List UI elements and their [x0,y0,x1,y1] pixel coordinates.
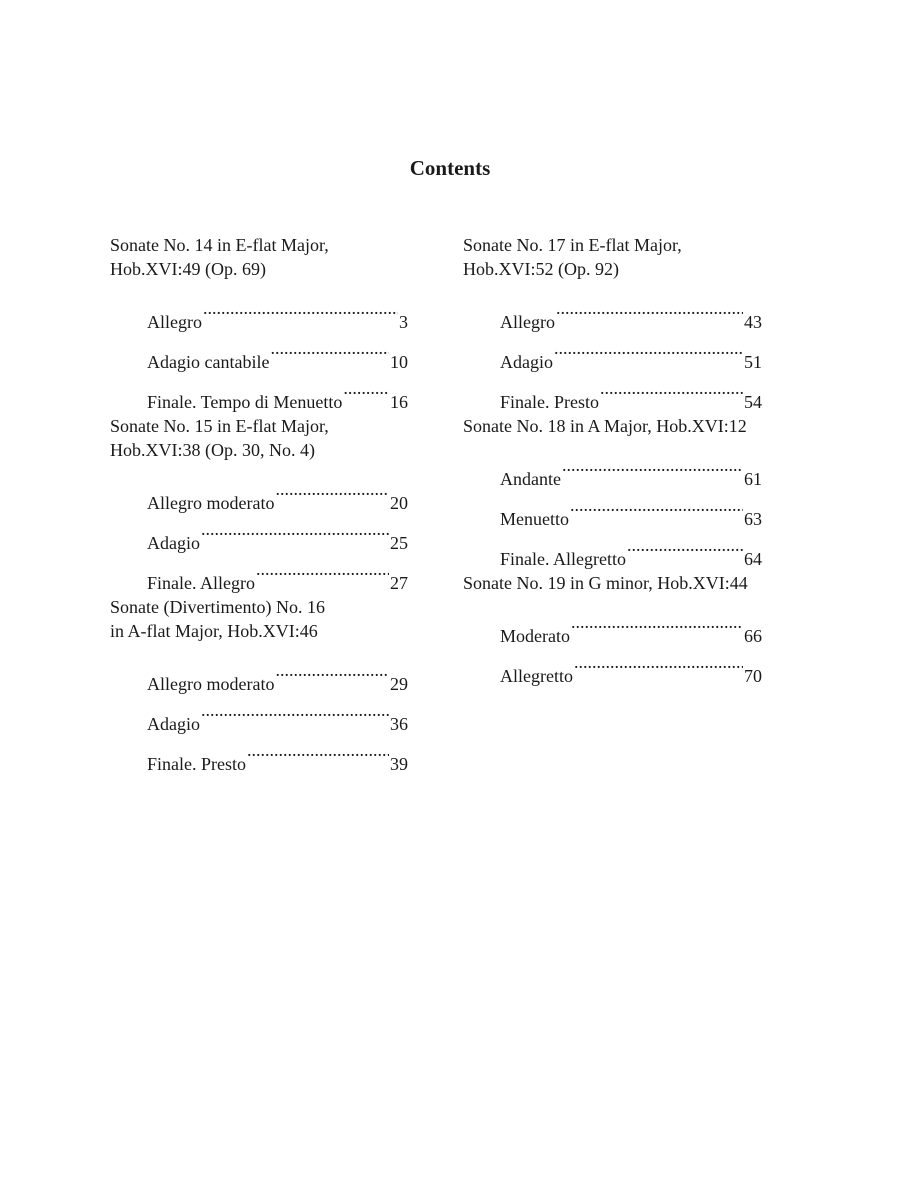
movement-name: Menuetto [500,509,569,529]
page-number: 66 [744,626,762,646]
sonata-title-line: Sonate No. 14 in E-flat Major, [110,235,329,255]
page-number: 29 [390,674,408,694]
page-number: 39 [390,754,408,774]
movement-entry[interactable] [463,445,762,489]
page-number: 10 [390,352,408,372]
movement-name: Adagio cantabile [147,352,270,372]
page-title: Contents [409,156,491,180]
movement-name: Adagio [500,352,553,372]
page-number: 70 [744,666,762,686]
page-number: 25 [390,533,408,553]
dot-leader [600,368,743,408]
movement-entry[interactable] [463,288,762,332]
sonata-title-line: Sonate (Divertimento) No. 16 [110,597,325,617]
sonata-entry [110,233,408,412]
sonata-title[interactable] [463,414,762,438]
page-number: 51 [744,352,762,372]
sonata-title[interactable] [110,595,408,643]
movement-entry[interactable] [110,650,408,694]
dot-leader [275,469,389,509]
sonata-entry [110,414,408,593]
dot-leader [554,328,743,368]
contents-right-column [463,233,762,688]
movement-name: Moderato [500,626,570,646]
page-number: 43 [744,312,762,332]
sonata-entry [110,595,408,774]
movement-entry[interactable] [110,288,408,332]
dot-leader [201,690,389,730]
sonata-title-line: Hob.XVI:38 (Op. 30, No. 4) [110,440,315,460]
page-number: 20 [390,493,408,513]
dot-leader [270,328,389,368]
movement-name: Finale. Allegretto [500,549,626,569]
dot-leader [574,642,743,682]
dot-leader [203,288,398,328]
movement-name: Adagio [147,714,200,734]
dot-leader [201,509,389,549]
sonata-title-line: in A-flat Major, Hob.XVI:46 [110,621,318,641]
sonata-entry [463,414,762,569]
dot-leader [256,549,389,589]
movement-name: Finale. Presto [147,754,246,774]
movement-name: Adagio [147,533,200,553]
sonata-title[interactable] [463,233,762,281]
movement-name: Allegretto [500,666,573,686]
page-number: 3 [399,312,408,332]
page-number: 64 [744,549,762,569]
movement-name: Finale. Tempo di Menuetto [147,392,343,412]
contents-left-column [110,233,408,776]
page-number: 63 [744,509,762,529]
dot-leader [562,445,743,485]
sonata-title-line: Hob.XVI:49 (Op. 69) [110,259,266,279]
sonata-entry [463,233,762,412]
sonata-title-line: Sonate No. 18 in A Major, Hob.XVI:12 [463,416,747,436]
sonata-title-line: Hob.XVI:52 (Op. 92) [463,259,619,279]
sonata-title[interactable] [110,414,408,462]
movement-name: Allegro [147,312,202,332]
page-number: 36 [390,714,408,734]
sonata-entry [463,571,762,686]
movement-name: Finale. Presto [500,392,599,412]
movement-name: Allegro moderato [147,674,275,694]
dot-leader [275,650,389,690]
movement-name: Finale. Allegro [147,573,255,593]
page-number: 16 [390,392,408,412]
movement-name: Allegro moderato [147,493,275,513]
page-number: 61 [744,469,762,489]
movement-entry[interactable] [463,602,762,646]
page-number: 54 [744,392,762,412]
sonata-title-line: Sonate No. 17 in E-flat Major, [463,235,682,255]
sonata-title-line: Sonate No. 15 in E-flat Major, [110,416,329,436]
sonata-title-line: Sonate No. 19 in G minor, Hob.XVI:44 [463,573,748,593]
sonata-title[interactable] [463,571,762,595]
dot-leader [556,288,743,328]
sonata-title[interactable] [110,233,408,281]
dot-leader [247,730,389,770]
dot-leader [571,602,743,642]
dot-leader [343,368,389,408]
dot-leader [627,525,743,565]
movement-name: Andante [500,469,561,489]
page-number: 27 [390,573,408,593]
dot-leader [570,485,743,525]
movement-entry[interactable] [110,469,408,513]
movement-name: Allegro [500,312,555,332]
